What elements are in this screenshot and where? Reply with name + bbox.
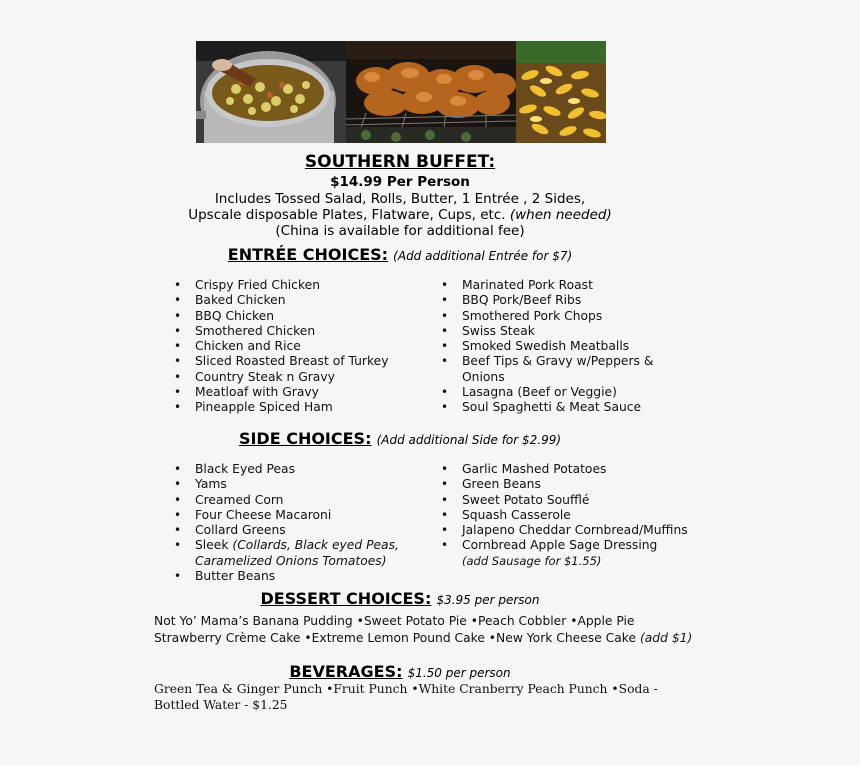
sides-heading: SIDE CHOICES: (Add additional Side for $2.99) [238,429,562,448]
beverages-heading-title: BEVERAGES: [289,662,403,681]
list-item: • Smothered Pork Chops [441,309,653,324]
list-item: • Pineapple Spiced Ham [174,400,388,415]
bean-pot-photo [196,41,346,143]
sides-list-right [441,462,688,569]
dessert-heading-note: $3.95 per person [436,593,540,607]
dressing-note: (add Sausage for $1.55) [462,553,602,568]
includes-line-2-note: (when needed) [509,207,612,223]
entree-heading: ENTRÉE CHOICES: (Add additional Entrée for $7) [227,245,573,264]
menu-title: SOUTHERN BUFFET: [304,152,496,172]
list-item: • Baked Chicken [174,293,388,308]
sleek-note-1: (Collards, Black eyed Peas, [232,538,399,553]
food-photo-strip [196,41,606,143]
entree-list-right [441,278,653,416]
mac-and-cheese-photo [516,41,606,143]
list-item: • Meatloaf with Gravy [174,385,388,400]
list-item: • Jalapeno Cheddar Cornbread/Muffins [441,523,688,538]
sleek-note-2: Caramelized Onions Tomatoes) [195,553,387,568]
dessert-heading: DESSERT CHOICES: $3.95 per person [260,589,540,608]
list-item: • Collard Greens [174,523,399,538]
includes-line-2-text: Upscale disposable Plates, Flatware, Cups, etc. [188,207,506,223]
list-item: • Four Cheese Macaroni [174,508,399,523]
list-item: • Smothered Chicken [174,324,388,339]
beverages-line-1: Green Tea & Ginger Punch •Fruit Punch •White Cranberry Peach Punch •Soda - [154,682,658,696]
includes-line-3: (China is available for additional fee) [275,223,525,239]
dessert-line-2-note: (add $1) [639,631,693,645]
list-item: • Soul Spaghetti & Meat Sauce [441,400,653,415]
list-item: • Marinated Pork Roast [441,278,653,293]
list-item: • Green Beans [441,477,688,492]
beef-tips-continuation: Onions [462,369,505,384]
list-item: • Garlic Mashed Potatoes [441,462,688,477]
list-item: • Smoked Swedish Meatballs [441,339,653,354]
sides-heading-note: (Add additional Side for $2.99) [376,433,562,447]
sides-list-left [174,462,399,584]
beverages-line-2: Bottled Water - $1.25 [154,698,288,712]
beverages-heading-note: $1.50 per person [407,666,511,680]
entree-heading-title: ENTRÉE CHOICES [227,245,382,264]
includes-line-1: Includes Tossed Salad, Rolls, Butter, 1 Entrée , 2 Sides, [214,191,586,207]
list-item [441,538,688,569]
list-item: • Creamed Corn [174,493,399,508]
list-item: • Black Eyed Peas [174,462,399,477]
list-item: • Sweet Potato Soufflé [441,493,688,508]
beverages-heading [0,662,800,681]
list-item [174,538,399,569]
list-item: • Lasagna (Beef or Veggie) [441,385,653,400]
entree-list-left [174,278,388,416]
list-item: • Yams [174,477,399,492]
dessert-line-2 [154,631,692,645]
sleek-label: Sleek [195,538,229,553]
beef-tips-label: Beef Tips & Gravy w/Peppers & [462,354,654,369]
fried-chicken-photo [346,41,516,143]
dessert-heading-title: DESSERT CHOICES [260,589,425,608]
dessert-line-1: Not Yo’ Mama’s Banana Pudding •Sweet Potato Pie •Peach Cobbler •Apple Pie [154,614,635,628]
entree-heading-note: (Add additional Entrée for $7) [393,249,573,263]
list-item: • Sliced Roasted Breast of Turkey [174,354,388,369]
includes-line-2 [0,207,800,223]
dessert-line-2-text: Strawberry Crème Cake •Extreme Lemon Pound Cake •New York Cheese Cake [154,631,637,645]
list-item: • BBQ Pork/Beef Ribs [441,293,653,308]
list-item: • Country Steak n Gravy [174,370,388,385]
list-item: • Butter Beans [174,569,399,584]
list-item [441,354,653,385]
sides-heading-title: SIDE CHOICES [238,429,366,448]
menu-price: $14.99 Per Person [330,174,470,190]
list-item: • Squash Casserole [441,508,688,523]
list-item: • Crispy Fried Chicken [174,278,388,293]
list-item: • BBQ Chicken [174,309,388,324]
list-item: • Chicken and Rice [174,339,388,354]
dressing-label: Cornbread Apple Sage Dressing [462,538,658,553]
list-item: • Swiss Steak [441,324,653,339]
